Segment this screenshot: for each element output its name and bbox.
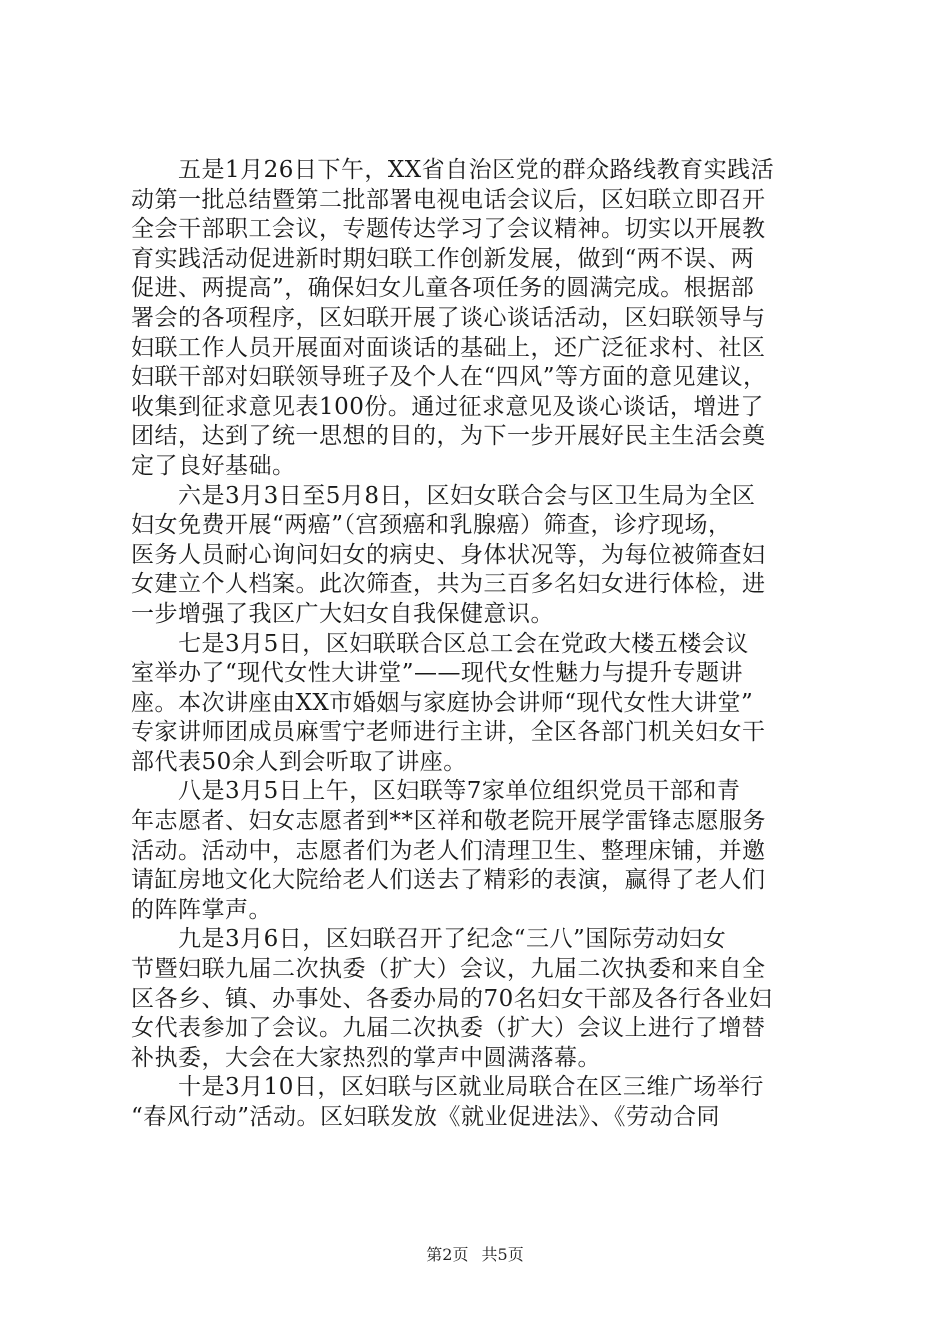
body-paragraph (131, 1073, 831, 1132)
text-line: 署会的各项程序，区妇联开展了谈心谈话活动，区妇联领导与 (131, 304, 766, 331)
page-number: 第2页 (426, 1245, 469, 1264)
text-line: “春风行动”活动。区妇联发放《就业促进法》、《劳动合同 (131, 1104, 721, 1130)
text-line: 区各乡、镇、办事处、各委办局的70名妇女干部及各行各业妇 (131, 985, 773, 1012)
text-line: 补执委，大会在大家热烈的掌声中圆满落幕。 (131, 1044, 601, 1071)
text-line: 七是3月5日，区妇联联合区总工会在党政大楼五楼会议 (131, 630, 749, 657)
text-line: 定了良好基础。 (131, 452, 296, 479)
body-paragraph (131, 630, 831, 778)
text-line: 五是1月26日下午，XX省自治区党的群众路线教育实践活 (131, 157, 775, 183)
text-line: 的阵阵掌声。 (131, 896, 272, 923)
text-line: 八是3月5日上午，区妇联等7家单位组织党员干部和青 (131, 778, 741, 805)
text-line: 妇女免费开展“两癌”（宫颈癌和乳腺癌）筛查，诊疗现场， (131, 512, 732, 539)
page-footer (0, 1242, 950, 1265)
text-line: 室举办了“现代女性大讲堂”——现代女性魅力与提升专题讲 (131, 660, 744, 687)
text-line: 年志愿者、妇女志愿者到**区祥和敬老院开展学雷锋志愿服务 (131, 808, 766, 835)
text-line: 十是3月10日，区妇联与区就业局联合在区三维广场举行 (131, 1074, 764, 1101)
text-line: 收集到征求意见表100份。通过征求意见及谈心谈话，增进了 (131, 393, 764, 420)
text-line: 九是3月6日，区妇联召开了纪念“三八”国际劳动妇女 (131, 926, 727, 953)
page-total: 共5页 (481, 1245, 524, 1264)
text-line: 六是3月3日至5月8日，区妇女联合会与区卫生局为全区 (131, 482, 756, 509)
text-line: 育实践活动促进新时期妇联工作创新发展，做到“两不误、两 (131, 245, 755, 272)
body-paragraph (131, 156, 831, 482)
text-line: 部代表50余人到会听取了讲座。 (131, 748, 467, 775)
text-line: 座。本次讲座由XX市婚姻与家庭协会讲师“现代女性大讲堂” (131, 689, 754, 716)
body-paragraph (131, 925, 831, 1073)
text-line: 医务人员耐心询问妇女的病史、身体状况等，为每位被筛查妇 (131, 541, 766, 568)
text-line: 团结，达到了统一思想的目的，为下一步开展好民主生活会奠 (131, 423, 766, 450)
text-line: 动第一批总结暨第二批部署电视电话会议后，区妇联立即召开 (131, 186, 766, 213)
text-line: 专家讲师团成员麻雪宁老师进行主讲，全区各部门机关妇女干 (131, 719, 766, 746)
text-line: 请缸房地文化大院给老人们送去了精彩的表演，赢得了老人们 (131, 867, 766, 894)
text-line: 节暨妇联九届二次执委（扩大）会议，九届二次执委和来自全 (131, 956, 766, 983)
text-line: 活动。活动中，志愿者们为老人们清理卫生、整理床铺，并邀 (131, 837, 766, 864)
document-body (131, 156, 831, 1133)
text-line: 一步增强了我区广大妇女自我保健意识。 (131, 600, 554, 627)
text-line: 女代表参加了会议。九届二次执委（扩大）会议上进行了增替 (131, 1015, 766, 1042)
body-paragraph (131, 482, 831, 630)
text-line: 全会干部职工会议，专题传达学习了会议精神。切实以开展教 (131, 216, 766, 243)
text-line: 女建立个人档案。此次筛查，共为三百多名妇女进行体检，进 (131, 571, 766, 598)
text-line: 妇联工作人员开展面对面谈话的基础上，还广泛征求村、社区 (131, 334, 766, 361)
text-line: 妇联干部对妇联领导班子及个人在“四风”等方面的意见建议， (131, 364, 767, 391)
text-line: 促进、两提高”，确保妇女儿童各项任务的圆满完成。根据部 (131, 275, 755, 302)
body-paragraph (131, 777, 831, 925)
